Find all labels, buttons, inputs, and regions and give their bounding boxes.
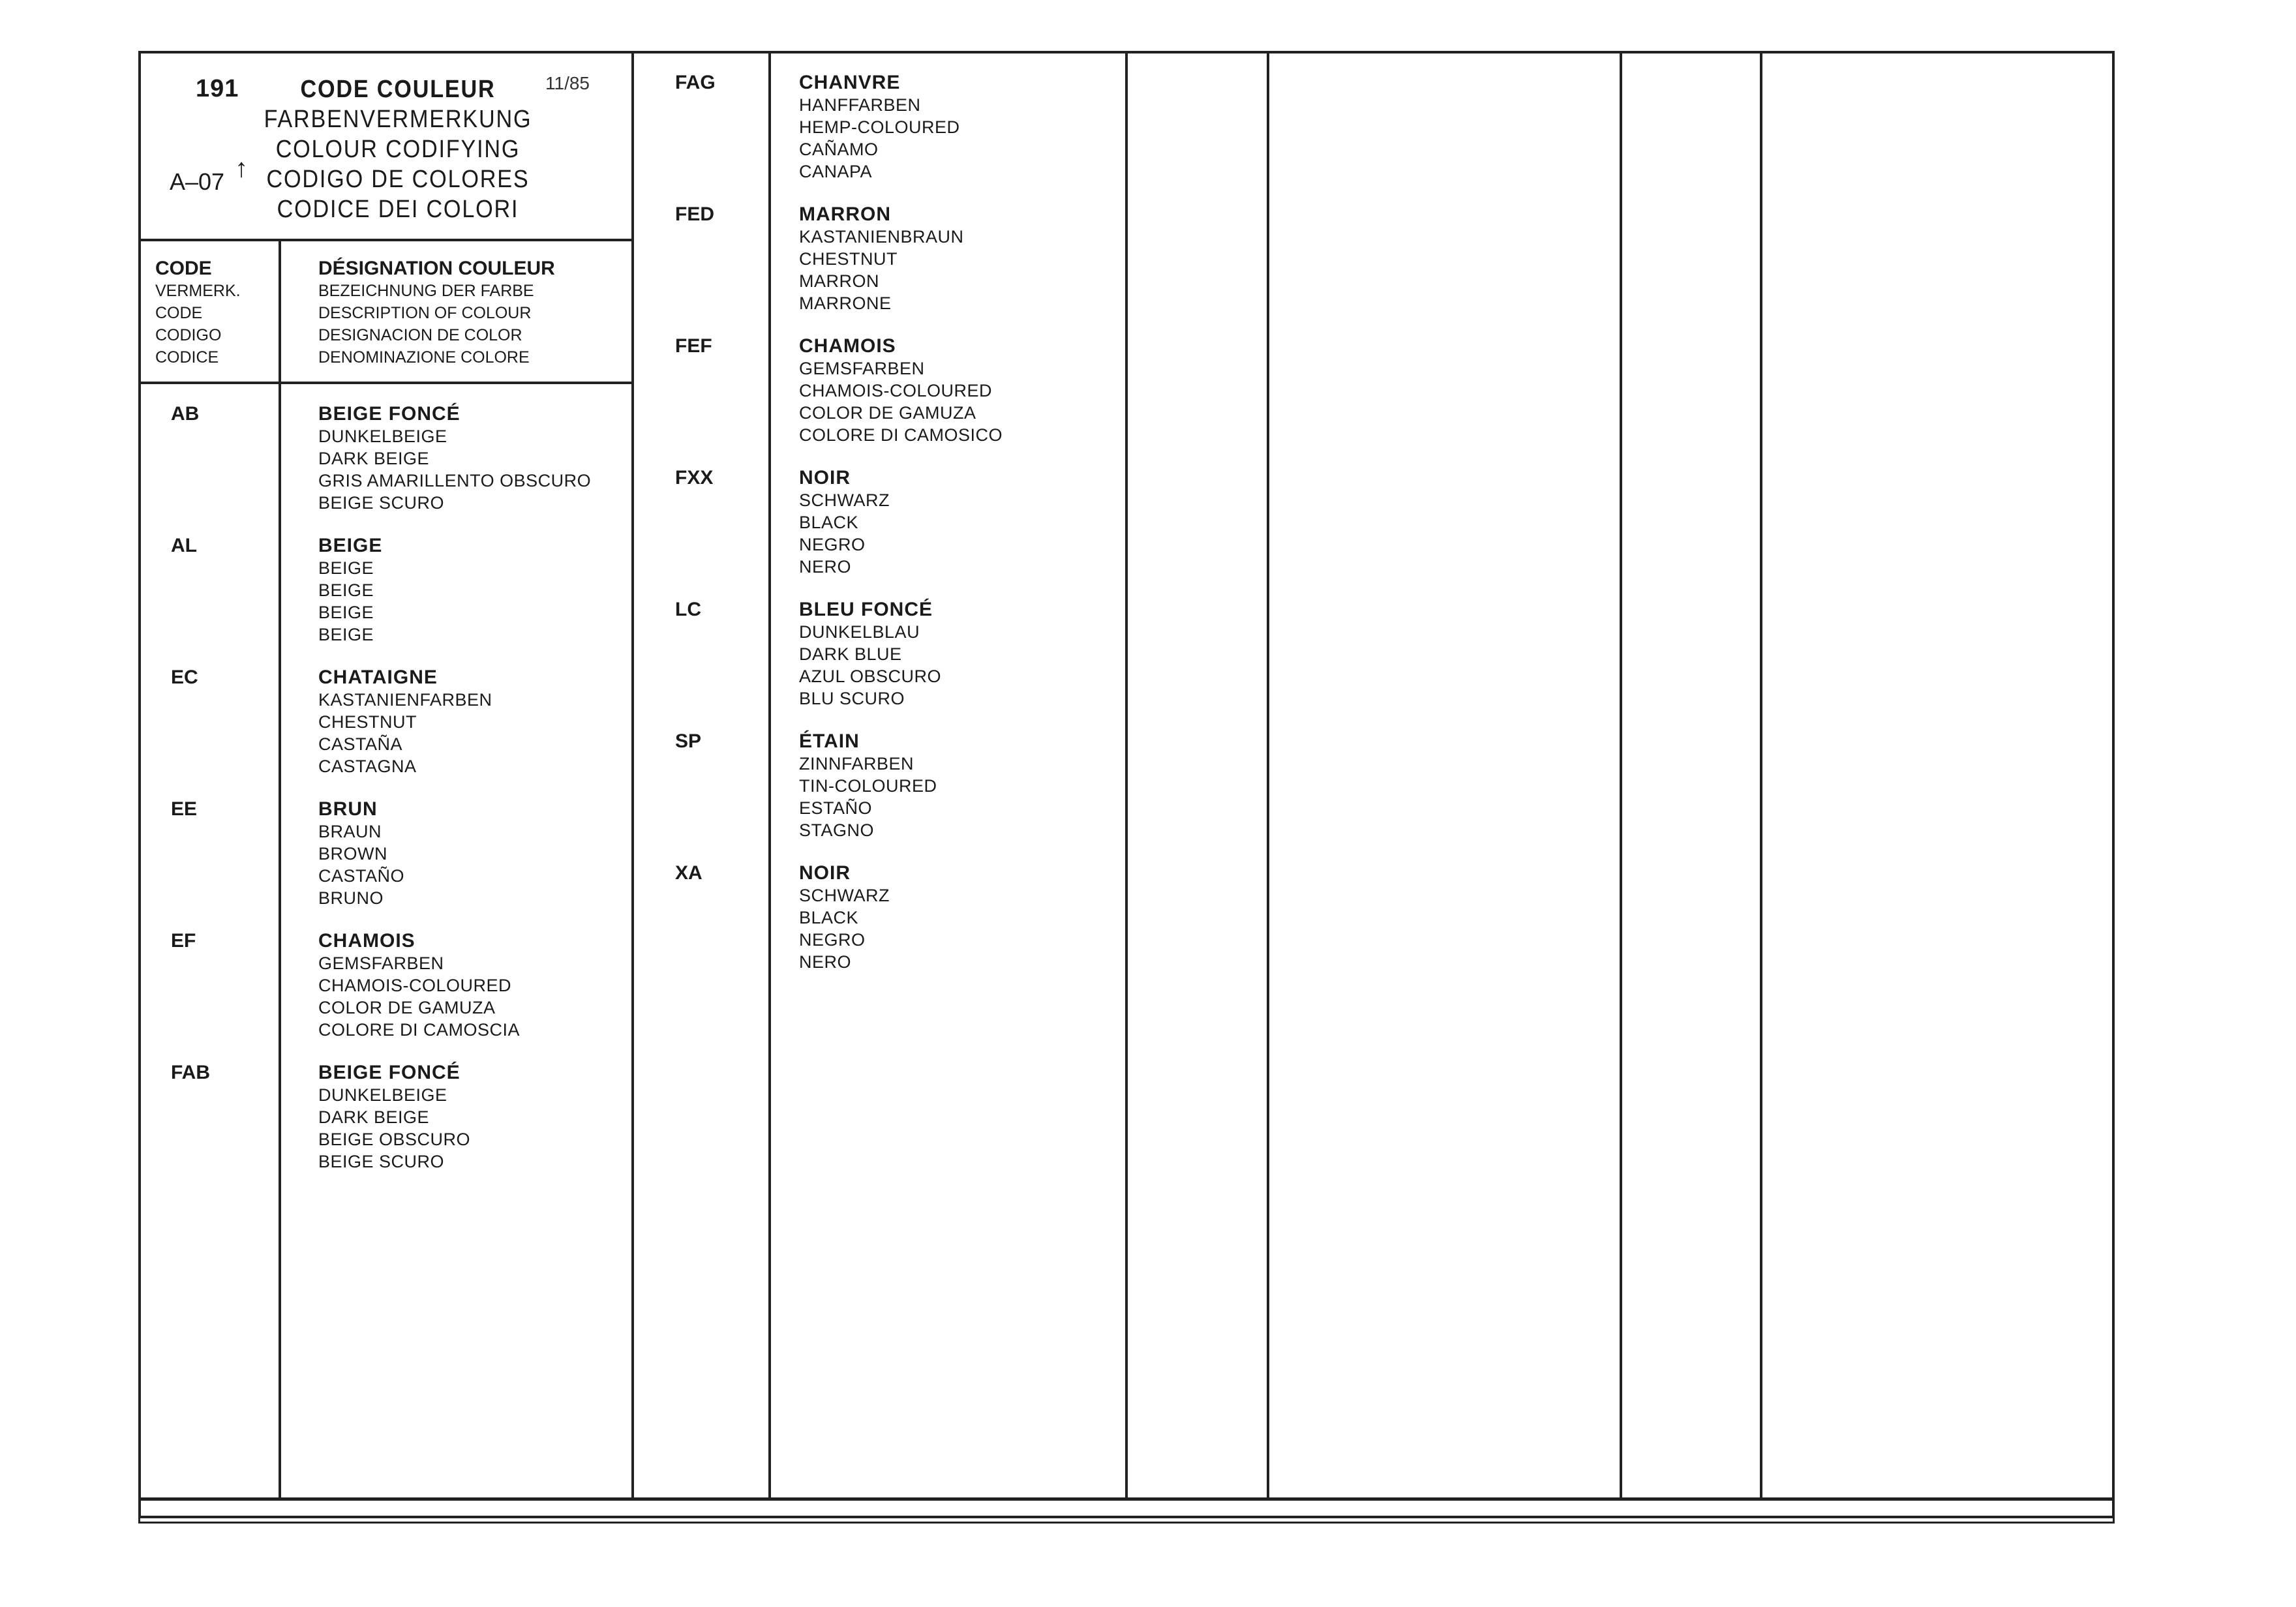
color-code: FED <box>675 203 714 225</box>
color-names: MARRON KASTANIENBRAUN CHESTNUT MARRON MARRONE <box>799 203 964 313</box>
color-names: CHAMOIS GEMSFARBEN CHAMOIS-COLOURED COLOR DE GAMUZA COLORE DI CAMOSCIA <box>318 930 521 1040</box>
color-names: CHANVRE HANFFARBEN HEMP-COLOURED CAÑAMO CANAPA <box>799 72 960 181</box>
rule-col-5 <box>1267 52 1269 1497</box>
up-arrow-icon: ↑ <box>235 154 248 183</box>
footer-strip <box>138 1497 2115 1524</box>
color-names: NOIR SCHWARZ BLACK NEGRO NERO <box>799 467 890 577</box>
color-code: EF <box>171 930 196 952</box>
color-code: FAG <box>675 72 716 93</box>
page-title <box>248 74 548 224</box>
title-en: COLOUR CODIFYING <box>275 136 521 163</box>
sheet-date: 11/85 <box>545 73 590 93</box>
designation-column-header: DÉSIGNATION COULEUR BEZEICHNUNG DER FARBE DESCRIPTION OF COLOUR DESIGNACION DE COLOR DENOMINAZIONE COLORE <box>318 258 555 367</box>
color-code: LC <box>675 599 701 620</box>
rule-col-4 <box>1125 52 1128 1497</box>
color-names: BEIGE BEIGE BEIGE BEIGE BEIGE <box>318 535 383 644</box>
color-code: AB <box>171 403 200 425</box>
color-code: XA <box>675 862 702 884</box>
color-code: EC <box>171 667 198 688</box>
color-code: AL <box>171 535 197 556</box>
rule-right-code <box>768 52 771 1497</box>
code-column-header: CODE VERMERK. CODE CODIGO CODICE <box>155 258 241 367</box>
color-code: FAB <box>171 1062 210 1083</box>
color-names: BEIGE FONCÉ DUNKELBEIGE DARK BEIGE BEIGE OBSCURO BEIGE SCURO <box>318 1062 471 1171</box>
color-code: SP <box>675 730 702 752</box>
color-names: BLEU FONCÉ DUNKELBLAU DARK BLUE AZUL OBSCURO BLU SCURO <box>799 599 942 708</box>
rule-left-code <box>279 239 281 1497</box>
rule-col-6 <box>1620 52 1622 1497</box>
color-code: FXX <box>675 467 714 488</box>
color-names: BEIGE FONCÉ DUNKELBEIGE DARK BEIGE GRIS AMARILLENTO OBSCURO BEIGE SCURO <box>318 403 592 513</box>
title-fr: CODE COULEUR <box>300 76 496 103</box>
title-de: FARBENVERMERKUNG <box>264 106 532 133</box>
rule-left-block <box>631 52 634 1497</box>
color-code: FEF <box>675 335 712 357</box>
color-names: ÉTAIN ZINNFARBEN TIN-COLOURED ESTAÑO STAGNO <box>799 730 937 840</box>
color-names: CHATAIGNE KASTANIENFARBEN CHESTNUT CASTAÑA CASTAGNA <box>318 667 492 776</box>
color-code: EE <box>171 798 198 820</box>
color-names: BRUN BRAUN BROWN CASTAÑO BRUNO <box>318 798 405 908</box>
title-es: CODIGO DE COLORES <box>266 166 530 193</box>
title-it: CODICE DEI COLORI <box>277 196 519 223</box>
rule-colhead-bottom <box>138 382 633 384</box>
sheet-reference: A–07 <box>170 168 225 195</box>
color-names: NOIR SCHWARZ BLACK NEGRO NERO <box>799 862 890 972</box>
rule-header-bottom <box>138 239 633 241</box>
color-names: CHAMOIS GEMSFARBEN CHAMOIS-COLOURED COLOR DE GAMUZA COLORE DI CAMOSICO <box>799 335 1003 445</box>
sheet-number: 191 <box>196 75 239 102</box>
rule-col-7 <box>1760 52 1762 1497</box>
